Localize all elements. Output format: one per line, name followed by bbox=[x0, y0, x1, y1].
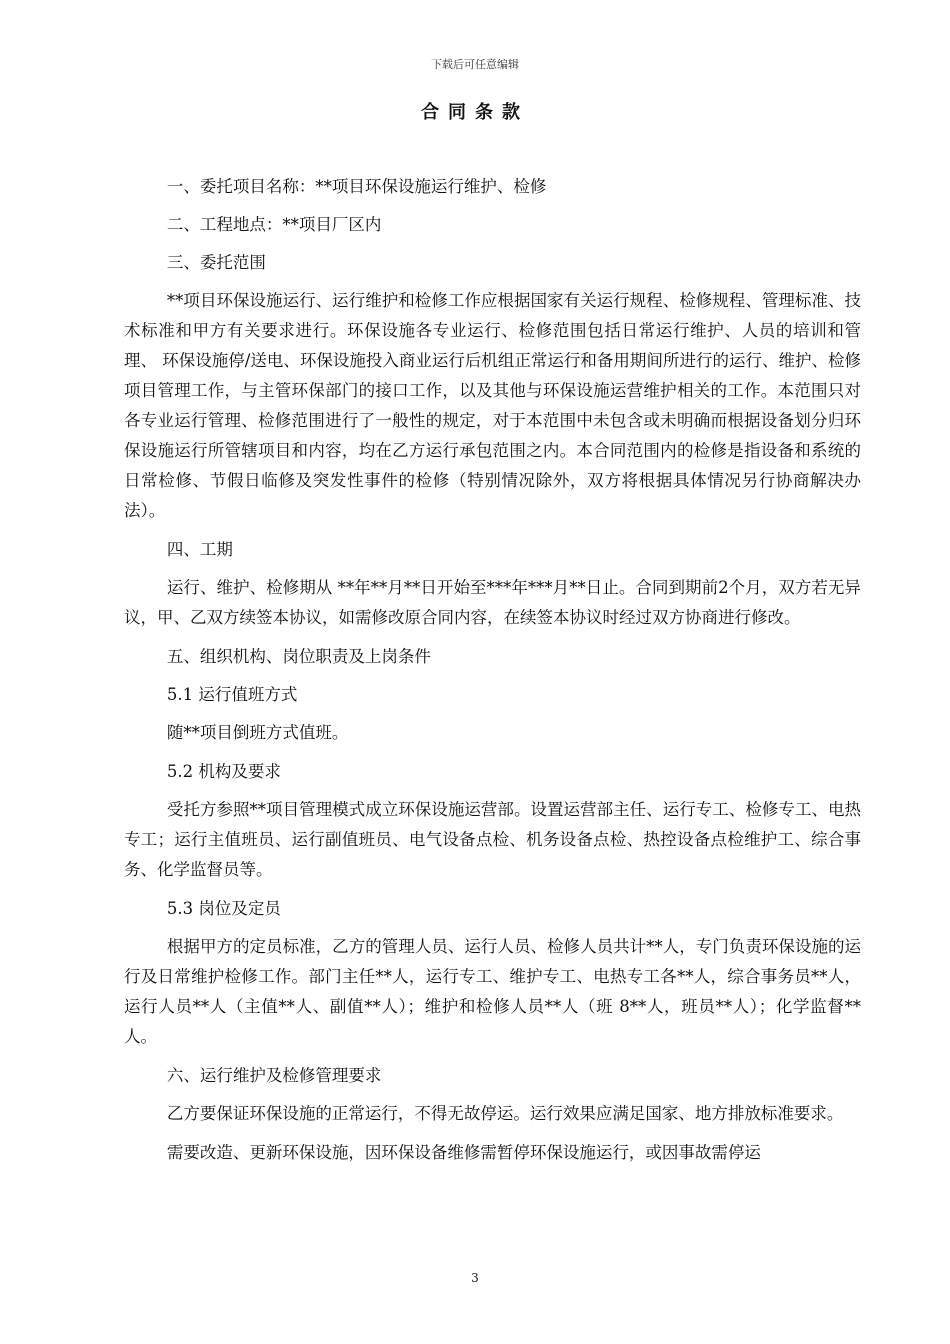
subsection-5-3-heading: 5.3 岗位及定员 bbox=[166, 899, 281, 918]
subsection-5-1-heading: 5.1 运行值班方式 bbox=[166, 685, 298, 704]
section-6-paragraph-1: 乙方要保证环保设施的正常运行，不得无故停运。运行效果应满足国家、地方排放标准要求。 bbox=[166, 1104, 844, 1123]
section-4-heading: 四、工期 bbox=[166, 540, 233, 559]
page-number: 3 bbox=[471, 1271, 479, 1285]
section-3-paragraph: **项目环保设施运行、运行维护和检修工作应根据国家有关运行规程、检修规程、管理标准、技术标准和甲方有关要求进行。环保设施各专业运行、检修范围包括日常运行维护、人员的培训和管理、 环保设施停/送电、环保设施投入商业运行后机组正常运行和备用期间所进行的运行、维护、检修项目管理工作，与主管环保部门的接口工作，以及其他与环保设施运营维护相关的工作。本范围只对各专业运行管理、检修范围进行了一般性的规定，对于本范围中未包含或未明确而根据设备划分归环保设施运行所管辖项目和内容，均在乙方运行承包范围之内。本合同范围内的检修是指设备和系统的日常检修、节假日临修及突发性事件的检修（特别情况除外，双方将根据具体情况另行协商解决办法）。 bbox=[124, 291, 861, 520]
subsection-5-3-paragraph: 根据甲方的定员标准，乙方的管理人员、运行人员、检修人员共计**人，专门负责环保设施的运行及日常维护检修工作。部门主任**人，运行专工、维护专工、电热专工各**人，综合事务员**人，运行人员**人（主值**人、副值**人）；维护和检修人员**人（班 8**人，班员**人）；化学监督**人。 bbox=[124, 937, 862, 1046]
section-2-location: 二、工程地点：**项目厂区内 bbox=[166, 215, 382, 234]
section-4-paragraph: 运行、维护、检修期从 **年**月**日开始至***年***月**日止。合同到期前2个月，双方若无异议，甲、乙双方续签本协议，如需修改原合同内容，在续签本协议时经过双方协商进行修改。 bbox=[124, 578, 861, 627]
section-6-heading: 六、运行维护及检修管理要求 bbox=[166, 1066, 382, 1085]
section-6-paragraph-2: 需要改造、更新环保设施，因环保设备维修需暂停环保设施运行，或因事故需停运 bbox=[166, 1143, 761, 1162]
document-title: 合同条款 bbox=[421, 102, 529, 123]
section-3-heading: 三、委托范围 bbox=[166, 253, 266, 272]
subsection-5-2-paragraph: 受托方参照**项目管理模式成立环保设施运营部。设置运营部主任、运行专工、检修专工、电热专工；运行主值班员、运行副值班员、电气设备点检、机务设备点检、热控设备点检维护工、综合事务、化学监督员等。 bbox=[124, 800, 861, 879]
section-5-heading: 五、组织机构、岗位职责及上岗条件 bbox=[166, 647, 431, 666]
contract-body bbox=[124, 172, 861, 1177]
section-1-project-name: 一、委托项目名称：**项目环保设施运行维护、检修 bbox=[166, 177, 547, 196]
subsection-5-2-heading: 5.2 机构及要求 bbox=[166, 762, 281, 781]
subsection-5-1-paragraph: 随**项目倒班方式值班。 bbox=[166, 723, 349, 742]
header-note: 下载后可任意编辑 bbox=[431, 58, 519, 71]
